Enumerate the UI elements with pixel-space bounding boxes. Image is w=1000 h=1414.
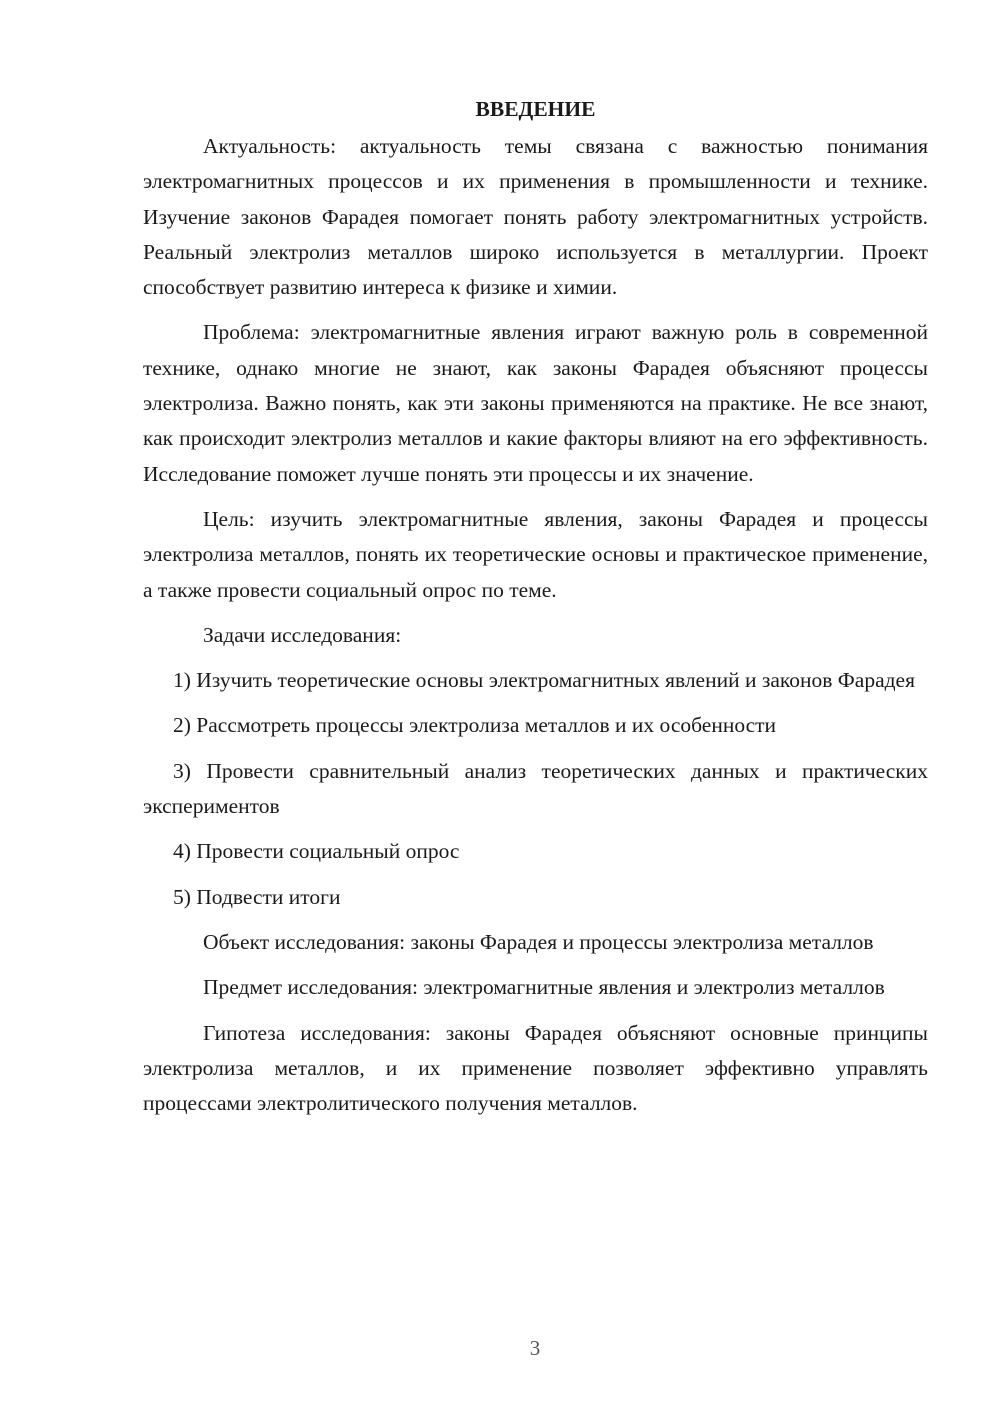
page-title: ВВЕДЕНИЕ xyxy=(475,97,596,121)
paragraph-subject: Предмет исследования: электромагнитные явления и электролиз металлов xyxy=(203,975,885,1000)
paragraph-goal: Цель: изучить электромагнитные явления, законы Фарадея и процессы электролиза металлов, понять их теоретические основы и практическое применение, а также провести социальный опрос по теме. xyxy=(143,506,928,602)
paragraph-relevance: Актуальность: актуальность темы связана с важностью понимания электромагнитных процессов и их применения в промышленности и технике. Изучение законов Фарадея помогает понять работу электромагнитных устройств. Реальный электролиз металлов широко используется в металлургии. Проект способствует развитию интереса к физике и химии. xyxy=(143,134,928,300)
paragraph-object: Объект исследования: законы Фарадея и процессы электролиза металлов xyxy=(203,929,874,954)
page-number: 3 xyxy=(529,1336,541,1360)
document-page xyxy=(143,92,928,1121)
list-item: 1) Изучить теоретические основы электромагнитных явлений и законов Фарадея xyxy=(173,668,915,693)
list-item: 5) Подвести итоги xyxy=(173,884,341,909)
paragraph-problem: Проблема: электромагнитные явления играют важную роль в современной технике, однако многие не знают, как законы Фарадея объясняют процессы электролиза. Важно понять, как эти законы применяются на практике. Не все знают, как происходит электролиз металлов и какие факторы влияют на его эффективность. Исследование поможет лучше понять эти процессы и их значение. xyxy=(143,320,928,486)
paragraph-hypothesis: Гипотеза исследования: законы Фарадея объясняют основные принципы электролиза металлов, и их применение позволяет эффективно управлять процессами электролитического получения металлов. xyxy=(143,1020,928,1116)
list-item: 2) Рассмотреть процессы электролиза металлов и их особенности xyxy=(173,713,777,738)
paragraph-tasks-heading: Задачи исследования: xyxy=(203,622,402,647)
tasks-list xyxy=(143,663,928,915)
list-item: 3) Провести сравнительный анализ теоретических данных и практических экспериментов xyxy=(143,758,928,819)
list-item: 4) Провести социальный опрос xyxy=(173,839,460,864)
